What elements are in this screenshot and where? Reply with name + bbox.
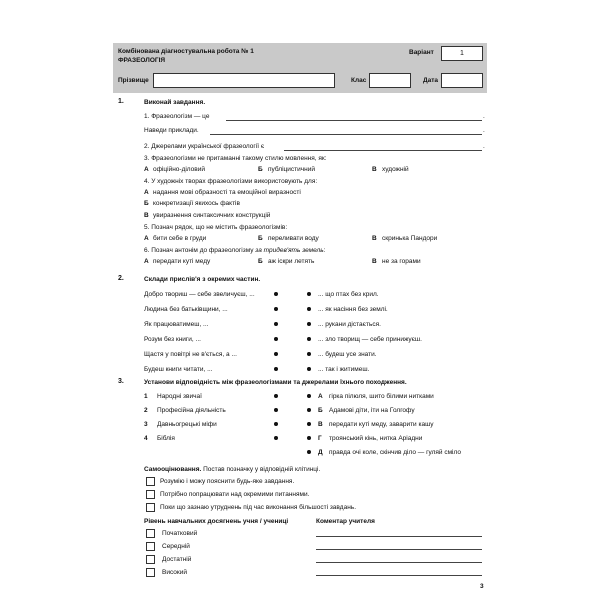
- proverb-end: ... рукани дістається.: [318, 321, 381, 328]
- q6-option-c[interactable]: не за горами: [382, 258, 421, 265]
- match-dot-right[interactable]: [307, 394, 311, 398]
- q1-answer-line[interactable]: [226, 120, 482, 121]
- q5-option-c[interactable]: скринька Пандори: [382, 235, 438, 242]
- q6-text-pre: 6. Познач антонім до фразеологізму: [144, 247, 256, 254]
- q3-option-a-letter: А: [144, 166, 149, 173]
- q6-phrase: за тридев'ять земель: [255, 247, 324, 254]
- level-option: Початковий: [162, 530, 198, 537]
- comment-line[interactable]: [316, 549, 482, 550]
- phrase-item: Адамові діти, іти на Голгофу: [329, 407, 415, 414]
- match-dot-right[interactable]: [307, 408, 311, 412]
- source-number: 1: [144, 393, 148, 400]
- phrase-letter: Д: [318, 449, 323, 456]
- level-option: Середній: [162, 543, 190, 550]
- q1-end: .: [483, 113, 485, 120]
- q4-text: 4. У художніх творах фразеологізми використовують для:: [144, 178, 318, 185]
- source-item: Давньогрецькі міфи: [157, 421, 217, 428]
- task3-number: 3.: [118, 378, 124, 385]
- selfcheck-title: Самооцінювання.: [144, 466, 202, 473]
- q3-option-c-letter: В: [372, 166, 377, 173]
- selfcheck-instruction: Постав позначку у відповідній клітинці.: [203, 466, 321, 473]
- q2-answer-line[interactable]: [284, 150, 482, 151]
- q3-option-b[interactable]: публіцистичний: [268, 166, 315, 173]
- date-label: Дата: [423, 77, 439, 84]
- proverb-start: Як працюватимеш, ...: [144, 321, 209, 328]
- task3-title: Установи відповідність між фразеологізмами та джерелами їхнього походження.: [144, 379, 407, 386]
- source-item: Біблія: [157, 435, 175, 442]
- class-label: Клас: [351, 77, 367, 84]
- q4-option-c[interactable]: увиразнення синтаксичних конструкцій: [153, 212, 271, 219]
- match-dot-left[interactable]: [274, 337, 278, 341]
- proverb-end: ... будеш усе знати.: [318, 351, 377, 358]
- level-option: Високий: [162, 569, 188, 576]
- match-dot-left[interactable]: [274, 436, 278, 440]
- match-dot-left[interactable]: [274, 367, 278, 371]
- proverb-end: ... так і житимеш.: [318, 366, 370, 373]
- q5-text: 5. Познач рядок, що не містить фразеологізмів:: [144, 224, 288, 231]
- surname-field[interactable]: [153, 73, 335, 88]
- task2-number: 2.: [118, 275, 124, 282]
- q4-option-a-letter: А: [144, 189, 149, 196]
- proverb-end: ... як насіння без землі.: [318, 306, 388, 313]
- match-dot-right[interactable]: [307, 422, 311, 426]
- q6-option-a-letter: А: [144, 258, 149, 265]
- proverb-end: ... що птах без крил.: [318, 291, 379, 298]
- surname-label: Прізвище: [118, 77, 149, 84]
- proverb-start: Розум без книги, ...: [144, 336, 201, 343]
- match-dot-right[interactable]: [307, 337, 311, 341]
- q1-text: 1. Фразеологізм — це: [144, 113, 210, 120]
- level-checkbox[interactable]: [146, 555, 155, 564]
- header-panel: [113, 43, 487, 93]
- page-number: 3: [480, 583, 484, 590]
- phrase-letter: Б: [318, 407, 323, 414]
- match-dot-left[interactable]: [274, 394, 278, 398]
- teacher-comment-title: Коментар учителя: [316, 518, 375, 525]
- class-field[interactable]: [369, 73, 411, 88]
- q3-option-c[interactable]: художній: [382, 166, 409, 173]
- proverb-start: Будеш книги читати, ...: [144, 366, 213, 373]
- selfcheck-heading: [144, 465, 320, 474]
- selfcheck-checkbox[interactable]: [146, 477, 155, 486]
- variant-field[interactable]: 1: [441, 46, 483, 61]
- proverb-end: ... зло творищ — себе принижуєш.: [318, 336, 422, 343]
- match-dot-right[interactable]: [307, 292, 311, 296]
- task1-number: 1.: [118, 98, 124, 105]
- proverb-start: Людина без батьківщини, ...: [144, 306, 228, 313]
- q4-option-b-letter: Б: [144, 200, 149, 207]
- q1b-answer-line[interactable]: [210, 134, 482, 135]
- phrase-item: правда очі коле, скінчив діло — гуляй сміло: [329, 449, 461, 456]
- q1b-text: Наведи приклади.: [144, 127, 199, 134]
- levels-title: Рівень навчальних досягнень учня / учениці: [144, 518, 289, 525]
- match-dot-left[interactable]: [274, 422, 278, 426]
- task1-title: Виконай завдання.: [144, 99, 206, 106]
- phrase-item: гірка пілюля, шито білими нитками: [329, 393, 434, 400]
- proverb-start: Добро твориш — себе звеличуєш, ...: [144, 291, 255, 298]
- task2-title: Склади прислів'я з окремих частин.: [144, 276, 261, 283]
- phrase-letter: В: [318, 421, 323, 428]
- match-dot-right[interactable]: [307, 352, 311, 356]
- q4-option-b[interactable]: конкретизації якихось фактів: [153, 200, 240, 207]
- level-option: Достатній: [162, 556, 192, 563]
- match-dot-left[interactable]: [274, 292, 278, 296]
- q6-option-c-letter: В: [372, 258, 377, 265]
- q3-option-b-letter: Б: [258, 166, 263, 173]
- date-field[interactable]: [441, 73, 483, 88]
- match-dot-right[interactable]: [307, 367, 311, 371]
- q5-option-a-letter: А: [144, 235, 149, 242]
- phrase-letter: А: [318, 393, 323, 400]
- phrase-item: троянський кінь, нитка Аріадни: [329, 435, 423, 442]
- match-dot-left[interactable]: [274, 352, 278, 356]
- q5-option-a[interactable]: бити себе в груди: [153, 235, 207, 242]
- comment-line[interactable]: [316, 536, 482, 537]
- selfcheck-checkbox[interactable]: [146, 503, 155, 512]
- selfcheck-checkbox[interactable]: [146, 490, 155, 499]
- phrase-item: передати куті меду, заварити кашу: [329, 421, 434, 428]
- match-dot-right[interactable]: [307, 436, 311, 440]
- source-number: 3: [144, 421, 148, 428]
- q4-option-c-letter: В: [144, 212, 149, 219]
- q5-option-b-letter: Б: [258, 235, 263, 242]
- q3-option-a[interactable]: офіційно-діловий: [153, 166, 206, 173]
- selfcheck-option: Потрібно попрацювати над окремими питаннями.: [160, 491, 310, 498]
- q6-text-post: :: [323, 247, 326, 254]
- worksheet-subtitle: ФРАЗЕОЛОГІЯ: [118, 57, 166, 64]
- match-dot-left[interactable]: [274, 307, 278, 311]
- phrase-letter: Г: [318, 435, 322, 442]
- selfcheck-option: Поки що зазнаю утруднень під час виконання більшості завдань.: [160, 504, 356, 511]
- match-dot-right[interactable]: [307, 322, 311, 326]
- q5-option-b[interactable]: переливати воду: [268, 235, 319, 242]
- q3-text: 3. Фразеологізми не притаманні такому стилю мовлення, як:: [144, 155, 327, 162]
- q6-text: [144, 246, 325, 255]
- source-number: 4: [144, 435, 148, 442]
- comment-line[interactable]: [316, 562, 482, 563]
- level-checkbox[interactable]: [146, 568, 155, 577]
- variant-label: Варіант: [409, 49, 434, 56]
- q1b-end: .: [483, 127, 485, 134]
- match-dot-left[interactable]: [274, 322, 278, 326]
- worksheet-title: Комбінована діагностувальна робота № 1: [118, 48, 254, 55]
- comment-line[interactable]: [316, 575, 482, 576]
- level-checkbox[interactable]: [146, 529, 155, 538]
- match-dot-left[interactable]: [274, 408, 278, 412]
- source-item: Народні звичаї: [157, 393, 202, 400]
- match-dot-right[interactable]: [307, 307, 311, 311]
- selfcheck-option: Розумію і можу пояснити будь-яке завдання.: [160, 478, 295, 485]
- level-checkbox[interactable]: [146, 542, 155, 551]
- q2-end: .: [483, 143, 485, 150]
- q4-option-a[interactable]: надання мові образності та емоційної виразності: [153, 189, 301, 196]
- proverb-start: Щастя у повітрі не в'ється, а ...: [144, 351, 237, 358]
- q2-text: 2. Джерелами української фразеології є: [144, 143, 265, 150]
- q6-option-b[interactable]: аж іскри летять: [268, 258, 315, 265]
- q6-option-a[interactable]: передати куті меду: [153, 258, 211, 265]
- q5-option-c-letter: В: [372, 235, 377, 242]
- source-number: 2: [144, 407, 148, 414]
- q6-option-b-letter: Б: [258, 258, 263, 265]
- source-item: Професійна діяльність: [157, 407, 226, 414]
- match-dot-right[interactable]: [307, 450, 311, 454]
